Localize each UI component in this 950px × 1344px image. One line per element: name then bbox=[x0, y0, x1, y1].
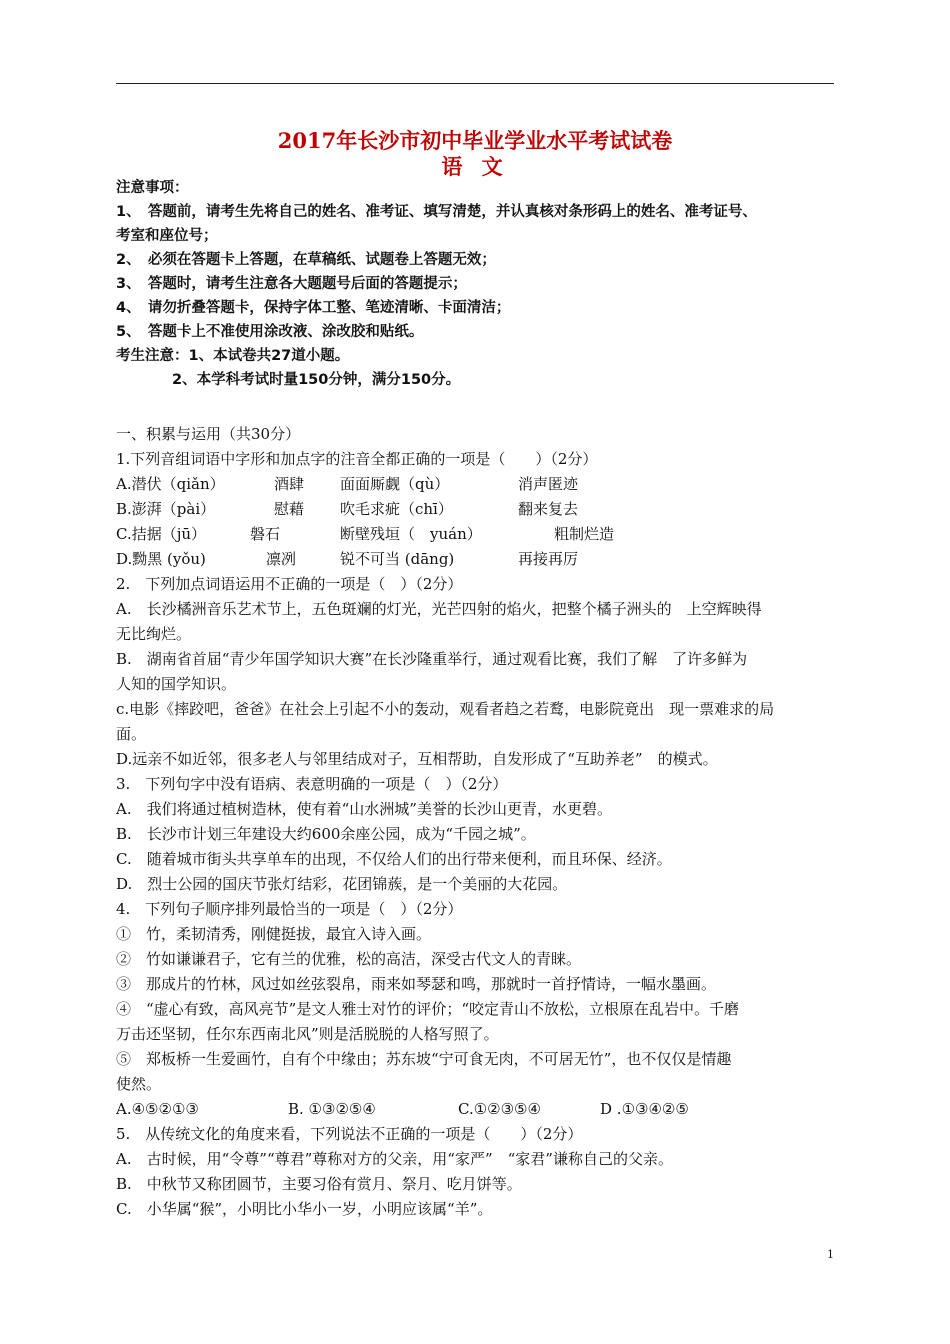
question-4-line: 4. 下列句子顺序排列最恰当的一项是（ ）（2分） bbox=[116, 900, 463, 918]
section-heading: 一、积累与运用（共30分） bbox=[116, 425, 301, 443]
page-number: 1 bbox=[827, 1248, 834, 1261]
question-2-line: B. 湖南省首届“青少年国学知识大赛”在长沙隆重举行，通过观看比赛，我们了解 了许多鲜为 bbox=[116, 650, 748, 668]
question-1-option-c: C.拮据（jū） 磐石 断壁残垣（ yuán） 粗制烂造 bbox=[116, 525, 615, 543]
question-4-line: ② 竹如谦谦君子，它有兰的优雅，松的高洁，深受古代文人的青睐。 bbox=[116, 950, 582, 968]
notice-item: 1、 答题前，请考生先将自己的姓名、准考证、填写清楚，并认真核对条形码上的姓名、准考证号、 bbox=[116, 204, 757, 220]
question-4-line: 使然。 bbox=[116, 1075, 162, 1093]
question-3-line: B. 长沙市计划三年建设大约600余座公园，成为“千园之城”。 bbox=[116, 825, 536, 843]
question-5-line: 5. 从传统文化的角度来看，下列说法不正确的一项是（ ）（2分） bbox=[116, 1125, 583, 1143]
notice-item: 3、 答题时，请考生注意各大题题号后面的答题提示； bbox=[116, 276, 467, 292]
notice-heading: 注意事项： bbox=[116, 180, 189, 196]
question-2-line: 2. 下列加点词语运用不正确的一项是（ ）（2分） bbox=[116, 575, 463, 593]
question-4-options: A.④⑤②①③ B. ①③②⑤④ C.①②③⑤④ D .①③④②⑤ bbox=[116, 1100, 689, 1118]
question-1-option-b: B.澎湃（pài） 慰藉 吹毛求疵（chī） 翻来复去 bbox=[116, 500, 579, 518]
notice-item: 5、 答题卡上不准使用涂改液、涂改胶和贴纸。 bbox=[116, 324, 424, 340]
question-5-line: C. 小华属“猴”，小明比小华小一岁，小明应该属“羊”。 bbox=[116, 1200, 493, 1218]
question-3-line: C. 随着城市街头共享单车的出现，不仅给人们的出行带来便利，而且环保、经济。 bbox=[116, 850, 672, 868]
candidate-note: 考生注意：1、本试卷共27道小题。 bbox=[116, 348, 350, 364]
question-1-stem: 1.下列音组词语中字形和加点字的注音全都正确的一项是（ ）（2分） bbox=[116, 450, 598, 468]
question-1-option-d: D.黝黑 (yǒu) 凛冽 锐不可当 (dāng) 再接再厉 bbox=[116, 550, 579, 568]
section-accumulation bbox=[116, 422, 838, 1222]
question-4-line: ⑤ 郑板桥一生爱画竹，自有个中缘由；苏东坡“宁可食无肉，不可居无竹”，也不仅仅是情趣 bbox=[116, 1050, 732, 1068]
question-2-line: 无比绚烂。 bbox=[116, 625, 192, 643]
notice-item: 2、 必须在答题卡上答题，在草稿纸、试题卷上答题无效； bbox=[116, 252, 496, 268]
exam-subject: 语 文 bbox=[441, 154, 509, 179]
question-3-line: D. 烈士公园的国庆节张灯结彩，花团锦蔟，是一个美丽的大花园。 bbox=[116, 875, 568, 893]
question-1-option-a: A.潜伏（qiǎn） 酒肆 面面厮觑（qù） 消声匿迹 bbox=[116, 475, 579, 493]
question-4-line: ① 竹，柔韧清秀，刚健挺拔，最宜入诗入画。 bbox=[116, 925, 432, 943]
notice-item: 考室和座位号； bbox=[116, 228, 218, 244]
question-4-line: ④ “虚心有致，高风亮节”是文人雅士对竹的评价；“咬定青山不放松，立根原在乱岩中。千磨 bbox=[116, 1000, 740, 1018]
question-2-line: c.电影《摔跤吧，爸爸》在社会上引起不小的轰动，观看者趋之若鹜，电影院竟出 现一票难求的局 bbox=[116, 700, 775, 718]
question-4-line: ③ 那成片的竹林，风过如丝弦裂帛，雨来如琴瑟和鸣，那就时一首抒情诗，一幅水墨画。 bbox=[116, 975, 717, 993]
question-3-line: 3. 下列句字中没有语病、表意明确的一项是（ ）（2分） bbox=[116, 775, 508, 793]
notice-item: 4、 请勿折叠答题卡，保持字体工整、笔迹清晰、卡面清洁； bbox=[116, 300, 511, 316]
exam-title: 2017年长沙市初中毕业学业水平考试试卷 bbox=[277, 128, 673, 153]
question-2-line: 面。 bbox=[116, 725, 147, 743]
notice-block bbox=[116, 176, 836, 392]
question-2-line: A. 长沙橘洲音乐艺术节上，五色斑斓的灯光，光芒四射的焰火，把整个橘子洲头的 上空辉映得 bbox=[116, 600, 762, 618]
header-rule bbox=[116, 83, 834, 84]
question-4-line: 万击还坚韧，任尔东西南北风”则是活脱脱的人格写照了。 bbox=[116, 1025, 499, 1043]
question-2-line: 人知的国学知识。 bbox=[116, 675, 237, 693]
candidate-note: 2、本学科考试时量150分钟，满分150分。 bbox=[172, 372, 461, 388]
question-5-line: B. 中秋节又称团圆节，主要习俗有赏月、祭月、吃月饼等。 bbox=[116, 1175, 522, 1193]
question-3-line: A. 我们将通过植树造林，使有着“山水洲城”美誉的长沙山更青，水更碧。 bbox=[116, 800, 612, 818]
question-5-line: A. 古时候，用“令尊”“尊君”尊称对方的父亲，用“家严” “家君”谦称自己的父亲。 bbox=[116, 1150, 673, 1168]
question-2-line: D.远亲不如近邻，很多老人与邻里结成对子，互相帮助，自发形成了“互助养老” 的模式。 bbox=[116, 750, 718, 768]
